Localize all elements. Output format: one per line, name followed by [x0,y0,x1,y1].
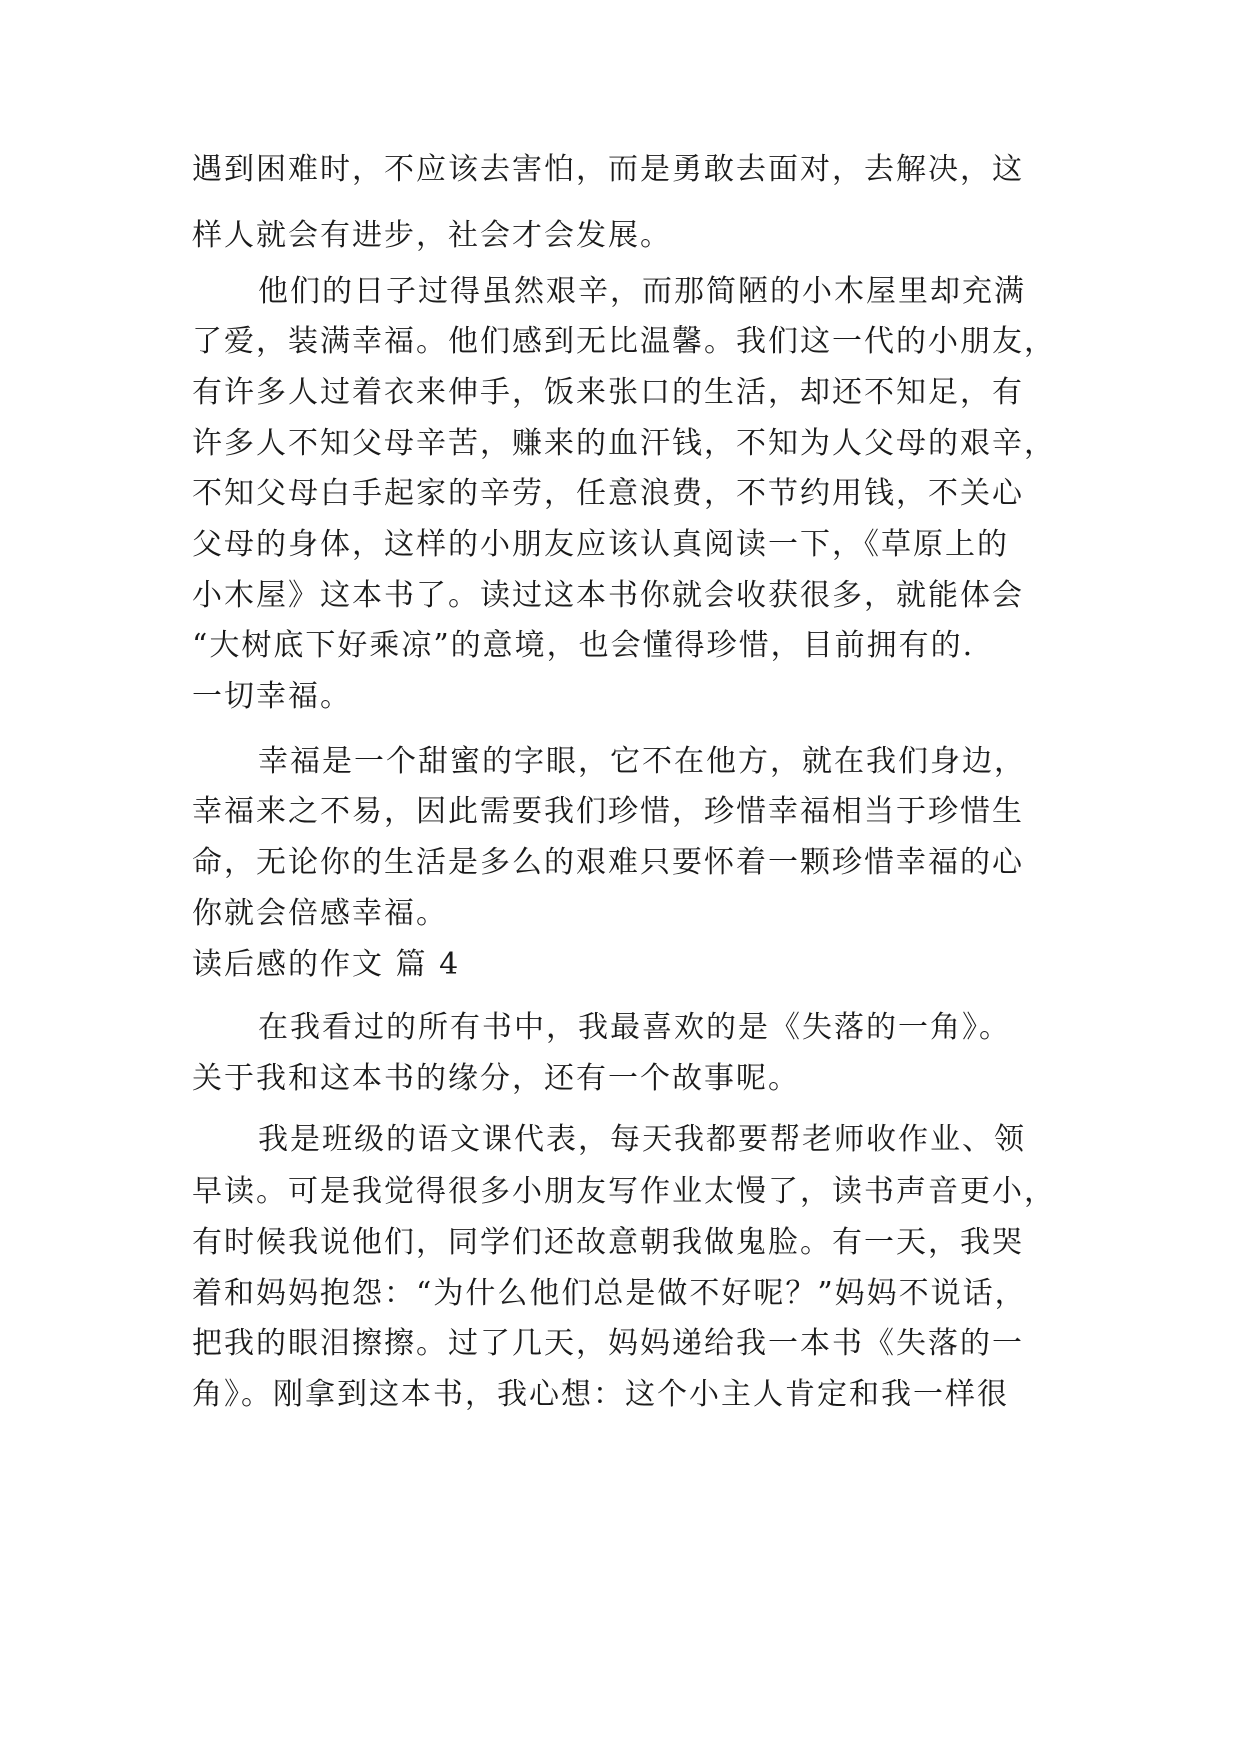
paragraph-start-line: 我是班级的语文课代表，每天我都要帮老师收作业、领 [258,1122,1026,1157]
text-line: 遇到困难时，不应该去害怕，而是勇敢去面对，去解决，这 [192,152,1024,187]
text-line: 许多人不知父母辛苦，赚来的血汗钱，不知为人父母的艰辛， [192,426,1056,461]
text-line: 不知父母白手起家的辛劳，任意浪费，不节约用钱，不关心 [192,476,1024,511]
text-line: 幸福来之不易，因此需要我们珍惜，珍惜幸福相当于珍惜生 [192,794,1024,829]
text-line: 有时候我说他们，同学们还故意朝我做鬼脸。有一天，我哭 [192,1225,1024,1260]
paragraph-start-line: 他们的日子过得虽然艰辛，而那简陋的小木屋里却充满 [258,274,1026,309]
paragraph-start-line: 幸福是一个甜蜜的字眼，它不在他方，就在我们身边， [258,744,1026,779]
text-line: 早读。可是我觉得很多小朋友写作业太慢了，读书声音更小， [192,1174,1056,1209]
text-line: 着和妈妈抱怨：“为什么他们总是做不好呢？”妈妈不说话， [192,1276,1027,1311]
text-line: 小木屋》这本书了。读过这本书你就会收获很多，就能体会 [192,578,1024,613]
text-line: 角》。刚拿到这本书，我心想：这个小主人肯定和我一样很 [192,1377,1009,1412]
paragraph-start-line: 在我看过的所有书中，我最喜欢的是《失落的一角》。 [258,1010,1011,1045]
text-line: 命，无论你的生活是多么的艰难只要怀着一颗珍惜幸福的心 [192,845,1024,880]
text-line: 样人就会有进步，社会才会发展。 [192,218,672,253]
text-line: 有许多人过着衣来伸手，饭来张口的生活，却还不知足，有 [192,375,1024,410]
text-line: 了爱，装满幸福。他们感到无比温馨。我们这一代的小朋友， [192,324,1056,359]
text-line: “大树底下好乘凉”的意境，也会懂得珍惜，目前拥有的. [192,628,975,663]
text-line: 父母的身体，这样的小朋友应该认真阅读一下，《草原上的 [192,527,1009,562]
text-line: 你就会倍感幸福。 [192,896,448,931]
text-line: 把我的眼泪擦擦。过了几天，妈妈递给我一本书《失落的一 [192,1326,1024,1361]
text-line: 关于我和这本书的缘分，还有一个故事呢。 [192,1061,800,1096]
section-heading: 读后感的作文 篇 4 [192,947,461,982]
text-line: 一切幸福。 [192,679,352,714]
